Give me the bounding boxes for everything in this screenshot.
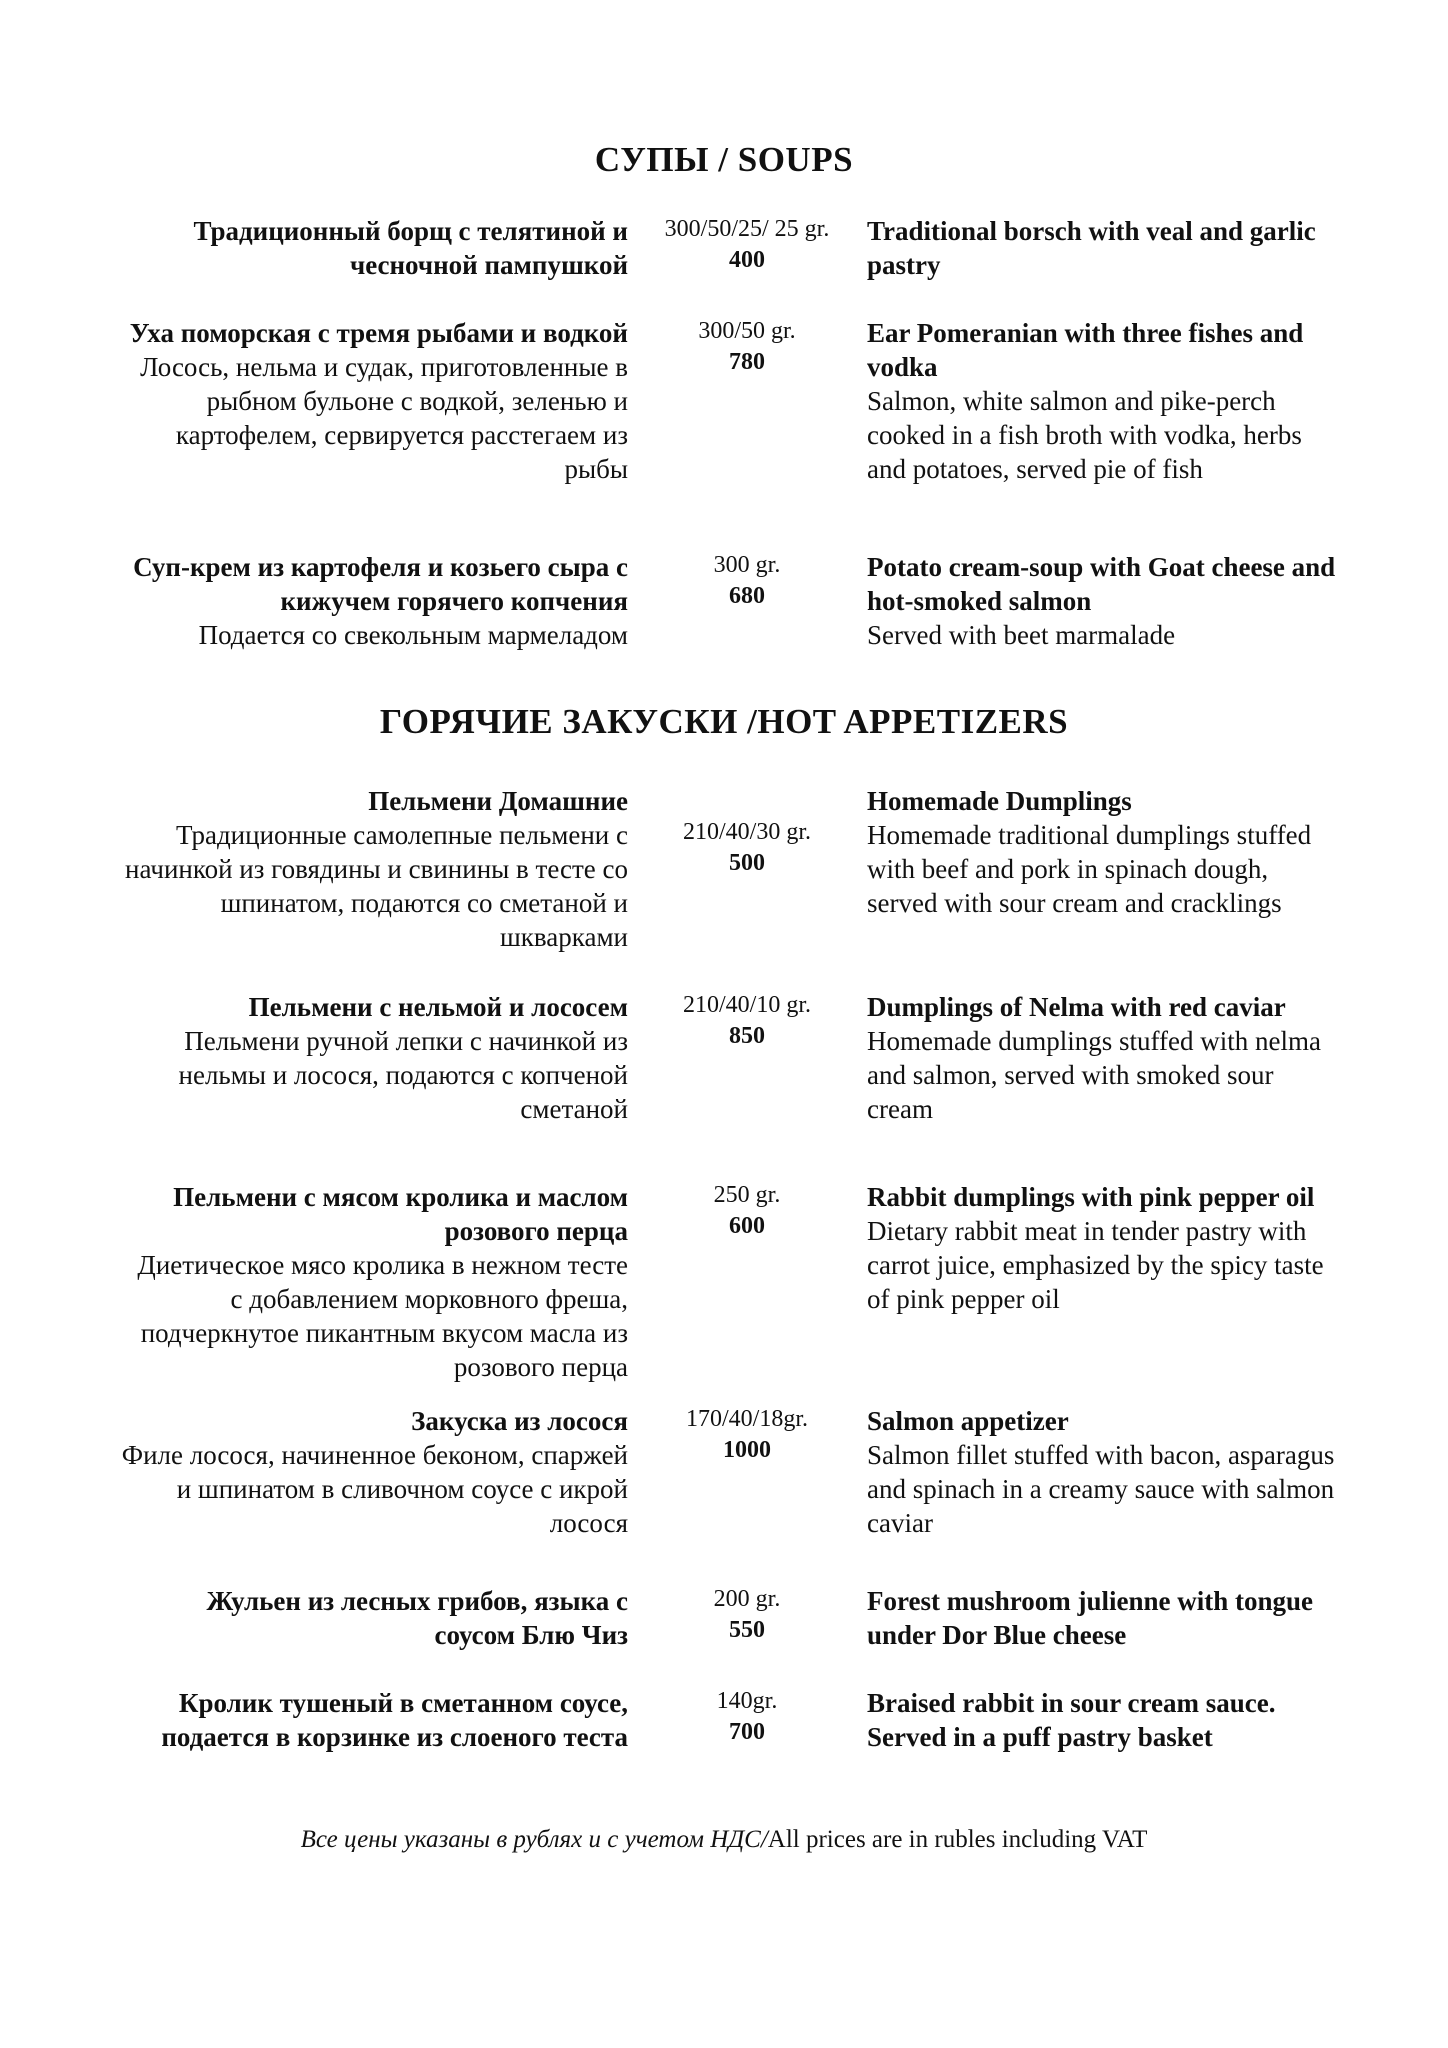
dish-desc-ru: Лосось, нельма и судак, приготовленные в рыбном бульоне с водкой, зеленью и картофелем, сервируется расстегаем из рыбы xyxy=(140,352,628,484)
dish-desc-en: Homemade traditional dumplings stuffed with beef and pork in spinach dough, served with sour cream and cracklings xyxy=(867,820,1312,918)
dish-desc-ru: Подается со свекольным мармеладом xyxy=(198,620,628,650)
dish-price: 1000 xyxy=(723,1437,771,1463)
dish-price: 680 xyxy=(729,583,765,609)
dish-price: 400 xyxy=(729,247,765,273)
item-weight-price xyxy=(652,1584,842,1646)
dish-name-ru: Кролик тушеный в сметанном соусе, подается в корзинке из слоеного теста xyxy=(161,1688,628,1752)
item-ru xyxy=(120,316,628,486)
dish-name-ru: Традиционный борщ с телятиной и чесночной пампушкой xyxy=(193,216,628,280)
dish-desc-ru: Пельмени ручной лепки с начинкой из нельмы и лосося, подаются с копченой сметаной xyxy=(178,1026,628,1124)
dish-desc-en: Served with beet marmalade xyxy=(867,620,1176,650)
dish-name-en: Dumplings of Nelma with red caviar xyxy=(867,992,1286,1022)
dish-price: 500 xyxy=(729,850,765,876)
dish-name-en: Rabbit dumplings with pink pepper oil xyxy=(867,1182,1315,1212)
dish-weight: 210/40/10 gr. xyxy=(682,992,811,1018)
dish-price: 700 xyxy=(729,1719,765,1745)
item-weight-price xyxy=(652,1404,842,1466)
item-weight-price xyxy=(652,316,842,378)
item-en xyxy=(867,550,1337,652)
dish-desc-en: Dietary rabbit meat in tender pastry with carrot juice, emphasized by the spicy taste of pink pepper oil xyxy=(867,1216,1324,1314)
dish-name-en: Braised rabbit in sour cream sauce. Served in a puff pastry basket xyxy=(867,1688,1276,1752)
item-weight-price xyxy=(652,990,842,1052)
item-en xyxy=(867,1686,1337,1754)
dish-name-en: Potato cream-soup with Goat cheese and hot-smoked salmon xyxy=(867,552,1336,616)
dish-name-en: Traditional borsch with veal and garlic pastry xyxy=(867,216,1316,280)
dish-name-en: Homemade Dumplings xyxy=(867,786,1132,816)
item-ru xyxy=(120,990,628,1126)
section-title-soups: СУПЫ / SOUPS xyxy=(594,140,854,179)
item-weight-price xyxy=(652,214,842,276)
item-ru xyxy=(120,784,628,954)
dish-price: 600 xyxy=(729,1213,765,1239)
item-ru xyxy=(120,1404,628,1540)
item-en xyxy=(867,1180,1337,1316)
price-note-en: All prices are in rubles including VAT xyxy=(767,1826,1148,1853)
dish-price: 850 xyxy=(729,1023,765,1049)
item-weight-price xyxy=(652,550,842,612)
dish-weight: 300/50/25/ 25 gr. xyxy=(664,216,830,242)
dish-weight: 250 gr. xyxy=(713,1182,781,1208)
item-weight-price xyxy=(652,1686,842,1748)
dish-name-ru: Суп-крем из картофеля и козьего сыра с кижучем горячего копчения xyxy=(133,552,628,616)
item-en xyxy=(867,784,1337,920)
dish-name-en: Salmon appetizer xyxy=(867,1406,1069,1436)
item-en xyxy=(867,316,1337,486)
dish-price: 550 xyxy=(729,1617,765,1643)
dish-desc-en: Homemade dumplings stuffed with nelma and salmon, served with smoked sour cream xyxy=(867,1026,1321,1124)
item-weight-price xyxy=(652,817,842,879)
dish-desc-en: Salmon, white salmon and pike-perch cooked in a fish broth with vodka, herbs and potatoes, served pie of fish xyxy=(867,386,1302,484)
item-ru xyxy=(120,1686,628,1754)
dish-weight: 300/50 gr. xyxy=(698,318,796,344)
dish-name-en: Forest mushroom julienne with tongue under Dor Blue cheese xyxy=(867,1586,1314,1650)
dish-name-ru: Пельмени с нельмой и лососем xyxy=(248,992,628,1022)
item-ru xyxy=(120,1584,628,1652)
item-ru xyxy=(120,550,628,652)
dish-price: 780 xyxy=(729,349,765,375)
dish-name-ru: Пельмени Домашние xyxy=(368,786,628,816)
dish-desc-ru: Диетическое мясо кролика в нежном тесте с добавлением морковного фреша, подчеркнутое пикантным вкусом масла из розового перца xyxy=(137,1250,628,1382)
dish-weight: 140gr. xyxy=(716,1688,778,1714)
item-en xyxy=(867,1404,1337,1540)
item-ru xyxy=(120,1180,628,1384)
dish-name-ru: Жульен из лесных грибов, языка с соусом Блю Чиз xyxy=(206,1586,628,1650)
item-ru xyxy=(120,214,628,282)
dish-name-ru: Закуска из лосося xyxy=(411,1406,628,1436)
dish-desc-ru: Традиционные самолепные пельмени с начинкой из говядины и свинины в тесте со шпинатом, подаются со сметаной и шкварками xyxy=(125,820,628,952)
dish-name-ru: Пельмени с мясом кролика и маслом розового перца xyxy=(173,1182,628,1246)
item-weight-price xyxy=(652,1180,842,1242)
dish-weight: 170/40/18gr. xyxy=(685,1406,808,1432)
dish-desc-en: Salmon fillet stuffed with bacon, asparagus and spinach in a creamy sauce with salmon caviar xyxy=(867,1440,1335,1538)
dish-name-en: Ear Pomeranian with three fishes and vodka xyxy=(867,318,1304,382)
dish-name-ru: Уха поморская с тремя рыбами и водкой xyxy=(129,318,628,348)
dish-weight: 210/40/30 gr. xyxy=(682,819,811,845)
item-en xyxy=(867,214,1337,282)
price-note xyxy=(0,1826,1448,1854)
section-title-hot-appetizers: ГОРЯЧИЕ ЗАКУСКИ /HOT APPETIZERS xyxy=(379,702,1069,741)
item-en xyxy=(867,1584,1337,1652)
item-en xyxy=(867,990,1337,1126)
dish-weight: 200 gr. xyxy=(713,1586,781,1612)
price-note-ru: Все цены указаны в рублях и с учетом НДС/ xyxy=(300,1826,768,1853)
dish-weight: 300 gr. xyxy=(713,552,781,578)
dish-desc-ru: Филе лосося, начиненное беконом, спаржей и шпинатом в сливочном соусе с икрой лосося xyxy=(121,1440,628,1538)
